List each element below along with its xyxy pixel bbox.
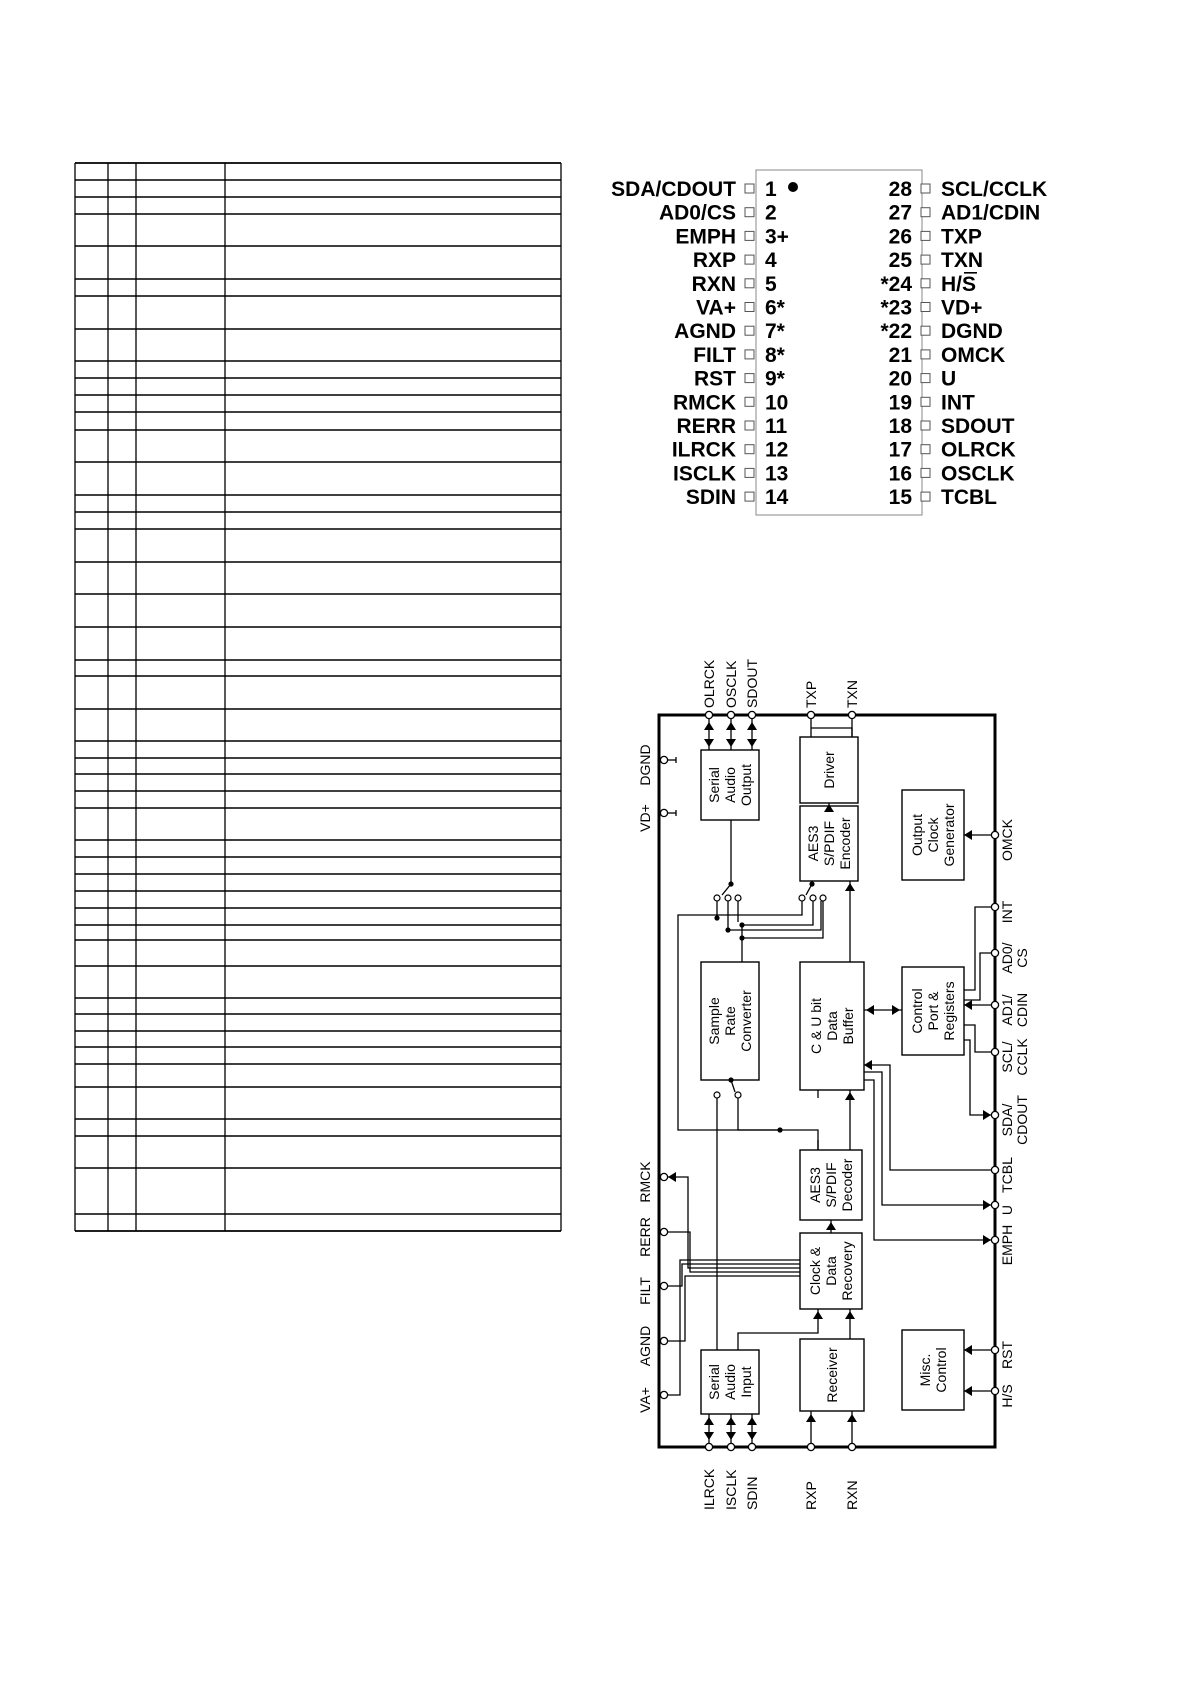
right-pin-terminal (991, 903, 998, 910)
arrow-head (726, 739, 736, 747)
arrow-head (726, 722, 736, 730)
arrow-head (747, 739, 757, 747)
cu-bit-buffer-block-label: C & U bit (808, 997, 824, 1055)
pin-number-left: 13 (765, 462, 789, 486)
right-pin-terminal (991, 1001, 998, 1008)
left-pin-label: AGND (637, 1325, 653, 1367)
right-pin-label: CCLK (1014, 1038, 1030, 1076)
clock-data-recovery-block-label: Recovery (839, 1241, 855, 1301)
pin-label-right: TCBL (941, 486, 997, 510)
connector-line (806, 884, 812, 895)
left-pin-terminal (660, 809, 667, 816)
bottom-pin-terminal (848, 1443, 855, 1450)
pin-label-right: U (941, 367, 957, 391)
pin-label-left: RMCK (673, 391, 736, 415)
serial-audio-output-block-label: Output (738, 763, 754, 807)
pin-label-right: OSCLK (941, 462, 1015, 486)
right-pin-label: SCL/ (999, 1041, 1015, 1073)
left-pin-terminal (660, 1228, 667, 1235)
switch-contact (714, 1092, 720, 1098)
clock-data-recovery-block-label: Data (823, 1256, 839, 1286)
arrow-head (747, 1432, 757, 1440)
connector-line (811, 728, 852, 737)
pin-label-left: ISCLK (673, 462, 736, 486)
pin-label-left: VA+ (696, 296, 736, 320)
switch-contact (810, 895, 816, 901)
arrow-head (726, 1417, 736, 1425)
pin-label-right: TXP (941, 225, 982, 249)
left-pin-label: VA+ (637, 1387, 653, 1413)
pin-label-right: DGND (941, 320, 1003, 344)
switch-contact (799, 895, 805, 901)
left-pin-terminal (660, 1337, 667, 1344)
left-pin-terminal (660, 756, 667, 763)
bottom-pin-terminal (807, 1443, 814, 1450)
pin-label-left: FILT (693, 343, 736, 367)
pin-number-left: 7* (765, 320, 785, 344)
bottom-pin-terminal (705, 1443, 712, 1450)
arrow-head (813, 1311, 823, 1319)
pin-label-right: OLRCK (941, 438, 1016, 462)
right-pin-label: CDOUT (1014, 1095, 1030, 1145)
driver-block-label: Driver (821, 751, 837, 789)
arrow-head (726, 1432, 736, 1440)
pin-number-right: 16 (888, 462, 912, 486)
connector-line (668, 1276, 800, 1341)
cu-bit-buffer-block-label: Data (824, 1011, 840, 1041)
top-pin-label: OLRCK (701, 659, 717, 708)
pin-label-left: SDIN (685, 486, 736, 510)
right-pin-label: U (999, 1204, 1015, 1216)
left-pin-terminal (660, 1391, 667, 1398)
bottom-pin-label: ILRCK (701, 1468, 717, 1510)
arrow-head (845, 1092, 855, 1100)
pin-label-left: EMPH (675, 225, 736, 249)
connector-line (742, 901, 823, 938)
pin-label-left: RXP (692, 249, 736, 273)
junction-dot (777, 1127, 782, 1132)
pin-number-left: 10 (765, 391, 789, 415)
pin-number-left: 14 (765, 486, 789, 510)
right-pin-label: TCBL (999, 1157, 1015, 1193)
left-pin-terminal (660, 1173, 667, 1180)
serial-audio-input-block-label: Input (738, 1366, 754, 1398)
bottom-pin-label: SDIN (744, 1476, 760, 1510)
arrow-head (704, 722, 714, 730)
pin-number-right: 25 (888, 249, 912, 273)
encoder-block-label: S/PDIF (821, 820, 837, 867)
junction-dot (725, 927, 730, 932)
pin-label-left: RST (694, 367, 736, 391)
connector-line (864, 1065, 991, 1170)
pin-number-right: 17 (888, 438, 912, 462)
top-pin-label: SDOUT (744, 659, 760, 708)
arrow-head (964, 1345, 972, 1355)
right-pin-terminal (991, 1111, 998, 1118)
serial-audio-input-block-label: Audio (722, 1364, 738, 1400)
right-pin-label: RST (999, 1341, 1015, 1369)
junction-dot (739, 935, 744, 940)
clock-data-recovery-block-label: Clock & (807, 1246, 823, 1296)
pin-label-right: SDOUT (941, 415, 1015, 438)
pin-label-left: RERR (676, 415, 736, 438)
pin-label-right: SCL/CCLK (941, 178, 1048, 201)
right-pin-label: H/S (999, 1384, 1015, 1408)
arrow-head (847, 1414, 857, 1422)
left-pin-terminal (660, 1282, 667, 1289)
top-pin-label: TXP (803, 680, 819, 708)
left-pin-label: FILT (637, 1277, 653, 1305)
pin-number-left: 3+ (765, 225, 789, 249)
junction-dot (739, 922, 744, 927)
right-pin-label: EMPH (999, 1224, 1015, 1266)
decoder-block-label: AES3 (807, 1167, 823, 1203)
arrow-head (983, 1200, 991, 1210)
right-pin-terminal (991, 1201, 998, 1208)
top-pin-terminal (748, 711, 755, 718)
bottom-pin-terminal (727, 1443, 734, 1450)
top-pin-label: TXN (844, 680, 860, 708)
pin-label-right: INT (941, 391, 975, 415)
switch-contact (714, 895, 720, 901)
arrow-head (668, 1172, 676, 1182)
top-pin-terminal (705, 711, 712, 718)
decoder-block-label: Decoder (839, 1158, 855, 1212)
arrow-head (964, 1000, 972, 1010)
arrow-head (864, 1060, 872, 1070)
connector-line (864, 1080, 991, 1240)
pin-number-right: 28 (888, 178, 912, 201)
pin-number-left: 4 (765, 249, 777, 273)
pin-number-left: 12 (765, 438, 789, 462)
bottom-pin-label: ISCLK (723, 1469, 739, 1510)
right-pin-label: CS (1014, 948, 1030, 968)
pin-label-right: H/S (941, 272, 977, 296)
arrow-head (747, 722, 757, 730)
right-pin-terminal (991, 1166, 998, 1173)
control-port-block-label: Control (909, 988, 925, 1034)
encoder-block-label: Encoder (837, 817, 853, 870)
pin-number-right: 20 (888, 367, 912, 391)
pin-number-left: 5 (765, 272, 777, 296)
right-pin-label: SDA/ (999, 1103, 1015, 1137)
switch-contact (820, 895, 826, 901)
pin-number-left: 9* (765, 367, 785, 391)
arrow-head (704, 739, 714, 747)
pin-label-right: TXN (941, 249, 983, 273)
arrow-head (964, 1386, 972, 1396)
right-pin-terminal (991, 949, 998, 956)
bottom-pin-terminal (748, 1443, 755, 1450)
pin-label-left: SDA/CDOUT (611, 178, 736, 201)
right-pin-label: OMCK (999, 819, 1015, 861)
pin-label-left: AD0/CS (658, 201, 736, 225)
connector-line (738, 1098, 818, 1150)
arrow-head (806, 1414, 816, 1422)
arrow-head (704, 1417, 714, 1425)
connector-line (964, 953, 991, 1000)
arrow-head (747, 1417, 757, 1425)
right-pin-label: AD0/ (999, 942, 1015, 974)
connector-line (964, 1025, 991, 1052)
pin-number-left: 1 (765, 178, 777, 201)
top-pin-terminal (848, 711, 855, 718)
right-pin-terminal (991, 1048, 998, 1055)
pin-number-right: 18 (888, 415, 912, 438)
right-pin-label: CDIN (1014, 992, 1030, 1028)
left-pin-label: VD+ (637, 804, 653, 832)
serial-audio-output-block-label: Audio (722, 767, 738, 803)
sample-rate-converter-block-label: Sample (706, 997, 722, 1045)
right-pin-label: INT (999, 900, 1015, 924)
junction-dot (714, 915, 719, 920)
left-pin-label: RMCK (637, 1161, 653, 1203)
pin-number-right: 26 (888, 225, 912, 249)
output-clock-generator-block-label: Clock (925, 817, 941, 853)
bottom-pin-label: RXP (803, 1481, 819, 1510)
connector-line (964, 1040, 991, 1115)
output-clock-generator-block-label: Generator (941, 803, 957, 867)
pin-number-right: 27 (888, 201, 912, 225)
top-pin-label: OSCLK (723, 660, 739, 708)
pin-label-left: RXN (691, 272, 736, 296)
decoder-block-label: S/PDIF (823, 1162, 839, 1208)
arrow-head (983, 1235, 991, 1245)
top-pin-terminal (727, 711, 734, 718)
pin-number-right: 19 (888, 391, 912, 415)
pin-number-right: *23 (880, 296, 912, 320)
control-port-block-label: Registers (941, 981, 957, 1041)
pin-label-right: VD+ (941, 296, 983, 320)
control-port-block-label: Port & (925, 991, 941, 1031)
receiver-block-label: Receiver (824, 1347, 840, 1403)
cu-bit-buffer-block-label: Buffer (840, 1007, 856, 1045)
arrow-head (845, 883, 855, 891)
right-pin-label: AD1/ (999, 994, 1015, 1026)
encoder-block-label: AES3 (805, 825, 821, 862)
pin-number-left: 8* (765, 343, 785, 367)
right-pin-terminal (991, 1236, 998, 1243)
output-clock-generator-block-label: Output (909, 813, 925, 857)
left-pin-label: RERR (637, 1217, 653, 1257)
arrow-head (845, 1311, 855, 1319)
arrow-head (704, 1432, 714, 1440)
serial-audio-input-block-label: Serial (706, 1364, 722, 1400)
pin-label-left: ILRCK (671, 438, 736, 462)
pin-label-right: OMCK (941, 343, 1006, 367)
switch-contact (735, 895, 741, 901)
right-pin-terminal (991, 1387, 998, 1394)
serial-audio-output-block-label: Serial (706, 767, 722, 803)
right-pin-terminal (991, 831, 998, 838)
arrow-head (866, 1005, 874, 1015)
pin-label-right: AD1/CDIN (941, 201, 1041, 225)
pin-number-right: 21 (888, 343, 912, 367)
connector-line (864, 1072, 991, 1205)
pin-number-left: 11 (765, 415, 788, 438)
top-pin-terminal (807, 711, 814, 718)
connector-line (964, 907, 991, 990)
switch-contact (735, 1092, 741, 1098)
connector-line (722, 884, 731, 895)
switch-contact (725, 895, 731, 901)
pin-number-right: 15 (888, 486, 912, 510)
left-pin-label: DGND (637, 744, 653, 786)
pin-number-right: *22 (880, 320, 912, 344)
arrow-head (892, 1005, 900, 1015)
pin-label-left: AGND (674, 320, 736, 344)
sample-rate-converter-block-label: Converter (738, 990, 754, 1052)
pin-number-left: 2 (765, 201, 777, 225)
connector-line (668, 1177, 800, 1268)
pin-number-right: *24 (880, 272, 912, 296)
sample-rate-converter-block-label: Rate (722, 1006, 738, 1036)
arrow-head (826, 1222, 836, 1230)
right-pin-terminal (991, 1346, 998, 1353)
bottom-pin-label: RXN (844, 1480, 860, 1510)
misc-control-block-label: Misc. (917, 1353, 933, 1387)
misc-control-block-label: Control (933, 1347, 949, 1393)
connector-line (731, 1080, 735, 1092)
arrow-head (983, 1110, 991, 1120)
arrow-head (964, 830, 972, 840)
pin-number-left: 6* (765, 296, 785, 320)
